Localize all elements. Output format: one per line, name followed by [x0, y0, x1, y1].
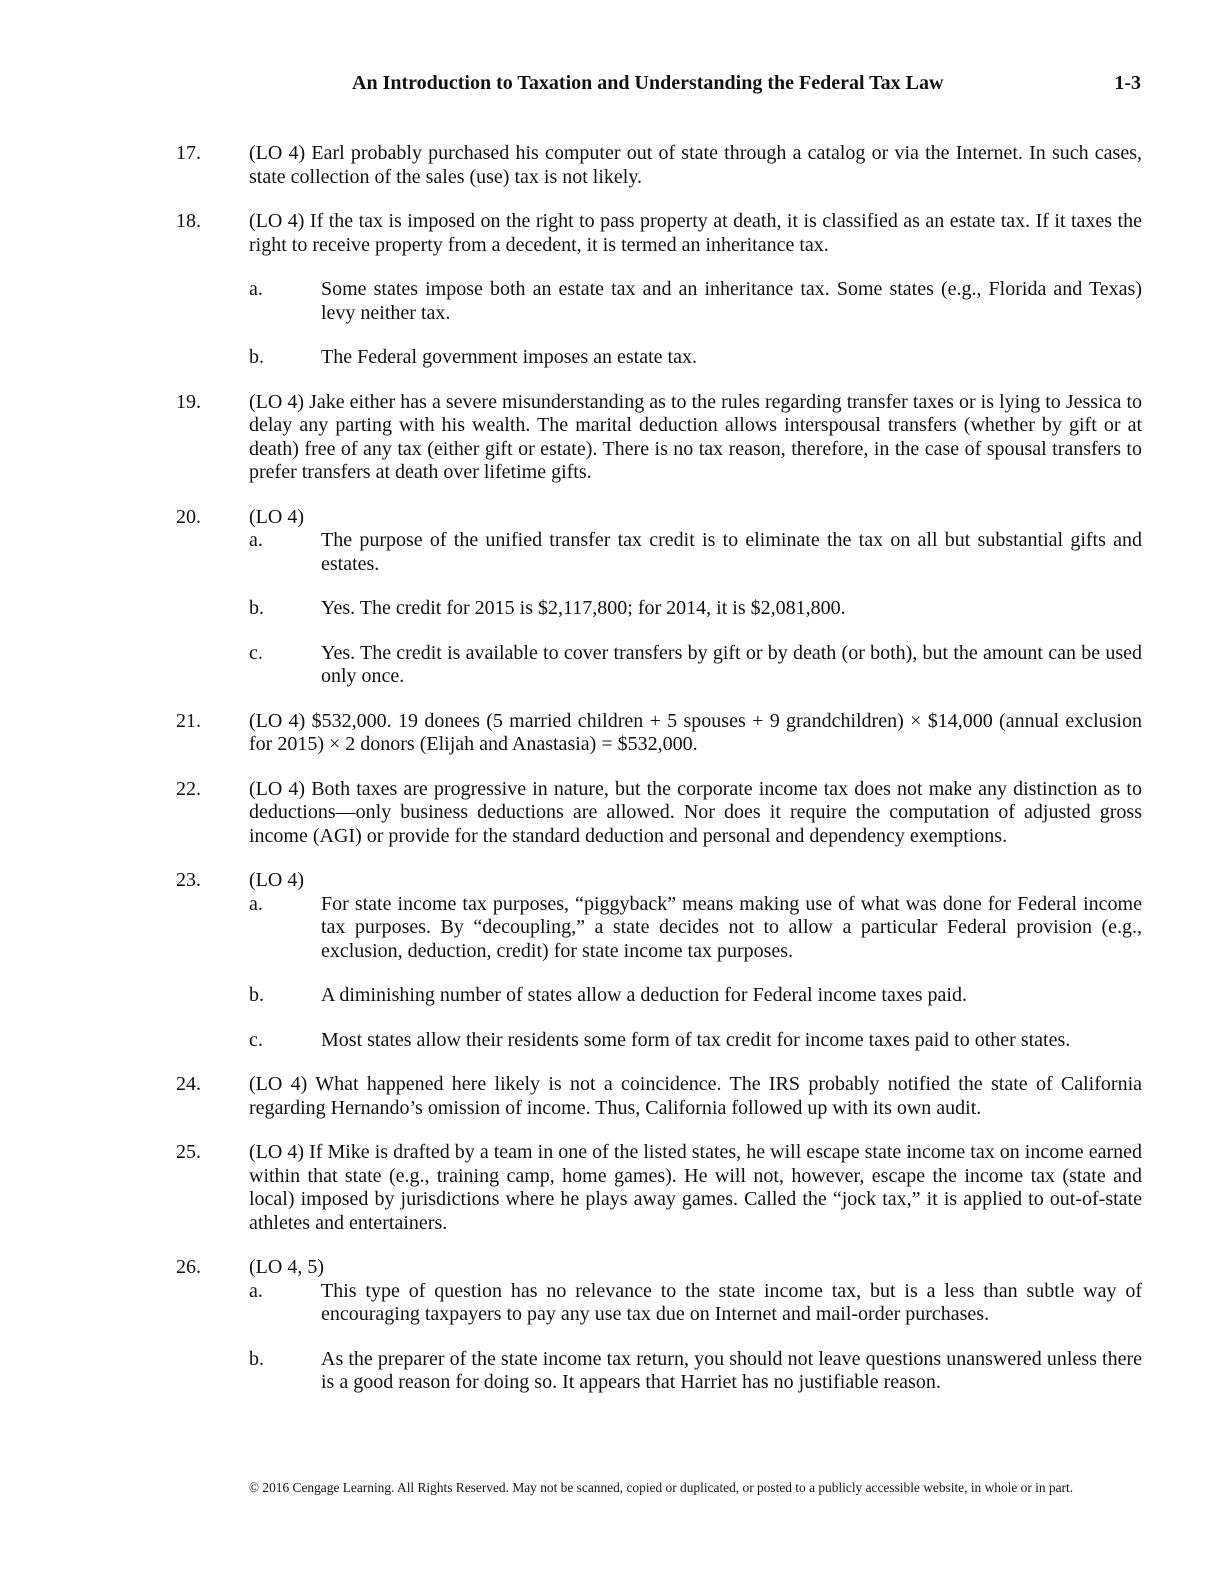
sub-text: The purpose of the unified transfer tax credit is to eliminate the tax on all but substantial gifts and estates.: [321, 529, 1142, 575]
sub-label: a.: [249, 529, 263, 551]
sub-text: Most states allow their residents some form of tax credit for income taxes paid to other states.: [321, 1028, 1071, 1051]
question-25: [176, 1141, 1142, 1235]
question-text: (LO 4) Earl probably purchased his computer out of state through a catalog or via the Internet. In such cases, state collection of the sales (use) tax is not likely.: [249, 142, 1142, 188]
sub-answer-b: [249, 346, 1142, 370]
question-number: 26.: [176, 1256, 201, 1278]
question-26: [176, 1256, 1142, 1395]
sub-answer-a: [249, 893, 1142, 964]
sub-answer-c: [249, 642, 1142, 689]
question-number: 21.: [176, 709, 201, 732]
question-text: (LO 4) $532,000. 19 donees (5 married children + 5 spouses + 9 grandchildren) × $14,000 (annual exclusion for 2015) × 2 donors (Elijah and Anastasia) = $532,000.: [249, 709, 1142, 755]
sub-answer-a: [249, 529, 1142, 576]
question-text: (LO 4) If Mike is drafted by a team in one of the listed states, he will escape state income tax on income earned within that state (e.g., training camp, home games). He will not, however, escape the income tax (state and local) imposed by jurisdictions where he plays away games. Called the “jock tax,” it is applied to out-of-state athletes and entertainers.: [249, 1141, 1142, 1234]
question-number: 20.: [176, 505, 201, 528]
sub-answer-b: [249, 1348, 1142, 1395]
sub-label: c.: [249, 641, 263, 664]
question-number: 19.: [176, 390, 201, 413]
sub-answer-b: [249, 984, 1142, 1008]
sub-label: b.: [249, 984, 264, 1006]
sub-text: Yes. The credit for 2015 is $2,117,800; for 2014, it is $2,081,800.: [321, 597, 846, 619]
question-text: (LO 4) Jake either has a severe misunderstanding as to the rules regarding transfer taxes or is lying to Jessica to delay any parting with his wealth. The marital deduction allows interspousal transfers (whether by gift or at death) free of any tax (either gift or estate). There is no tax reason, therefore, in the case of spousal transfers to prefer transfers at death over lifetime gifts.: [249, 390, 1142, 483]
question-23: [176, 869, 1142, 1052]
question-text: (LO 4): [249, 869, 304, 891]
question-22: [176, 778, 1142, 849]
sub-text: As the preparer of the state income tax return, you should not leave questions unanswered unless there is a good reason for doing so. It appears that Harriet has no justifiable reason.: [321, 1347, 1142, 1393]
sub-text: A diminishing number of states allow a deduction for Federal income taxes paid.: [321, 984, 967, 1006]
sub-label: a.: [249, 278, 263, 300]
sub-text: This type of question has no relevance to the state income tax, but is a less than subtle way of encouraging taxpayers to pay any use tax due on Internet and mail-order purchases.: [321, 1279, 1142, 1325]
question-18: [176, 210, 1142, 370]
page-header: [0, 72, 1224, 98]
question-number: 18.: [176, 210, 201, 232]
sub-answer-a: [249, 278, 1142, 325]
question-number: 22.: [176, 777, 201, 800]
sub-label: a.: [249, 1279, 263, 1302]
question-text: (LO 4) If the tax is imposed on the right to pass property at death, it is classified as an estate tax. If it taxes the right to receive property from a decedent, it is termed an inheritance tax.: [249, 210, 1142, 256]
question-text: (LO 4): [249, 505, 304, 528]
question-17: [176, 142, 1142, 189]
question-text: (LO 4) What happened here likely is not a coincidence. The IRS probably notified the state of California regarding Hernando’s omission of income. Thus, California followed up with its own audit.: [249, 1073, 1142, 1119]
question-19: [176, 391, 1142, 485]
sub-answer-a: [249, 1280, 1142, 1327]
sub-label: b.: [249, 597, 264, 619]
sub-text: The Federal government imposes an estate tax.: [321, 346, 697, 368]
question-text: (LO 4) Both taxes are progressive in nature, but the corporate income tax does not make any distinction as to deductions—only business deductions are allowed. Nor does it require the computation of adjusted gross income (AGI) or provide for the standard deduction and personal and dependency exemptions.: [249, 777, 1142, 847]
sub-answer-b: [249, 597, 1142, 621]
sub-label: a.: [249, 892, 263, 915]
sub-text: For state income tax purposes, “piggyback” means making use of what was done for Federal income tax purposes. By “decoupling,” a state decides not to allow a particular Federal provision (e.g., exclusion, deduction, credit) for state income tax purposes.: [321, 892, 1142, 962]
question-number: 23.: [176, 869, 201, 891]
question-number: 24.: [176, 1073, 201, 1095]
sub-label: b.: [249, 1347, 264, 1370]
question-20: [176, 506, 1142, 689]
chapter-title: An Introduction to Taxation and Understanding the Federal Tax Law: [352, 72, 944, 94]
sub-text: Yes. The credit is available to cover transfers by gift or by death (or both), but the amount can be used only once.: [321, 641, 1142, 687]
sub-label: c.: [249, 1028, 263, 1051]
sub-label: b.: [249, 346, 264, 368]
page-number: 1-3: [1114, 72, 1141, 94]
copyright-footer: © 2016 Cengage Learning. All Rights Reserved. May not be scanned, copied or duplicated, or posted to a publicly accessible website, in whole or in part.: [248, 1480, 1074, 1495]
sub-answer-c: [249, 1029, 1142, 1053]
answer-list: [176, 142, 1142, 1416]
question-24: [176, 1073, 1142, 1120]
question-text: (LO 4, 5): [249, 1256, 324, 1278]
question-number: 17.: [176, 142, 201, 164]
question-number: 25.: [176, 1141, 201, 1163]
sub-text: Some states impose both an estate tax and an inheritance tax. Some states (e.g., Florida and Texas) levy neither tax.: [321, 278, 1142, 324]
question-21: [176, 710, 1142, 757]
